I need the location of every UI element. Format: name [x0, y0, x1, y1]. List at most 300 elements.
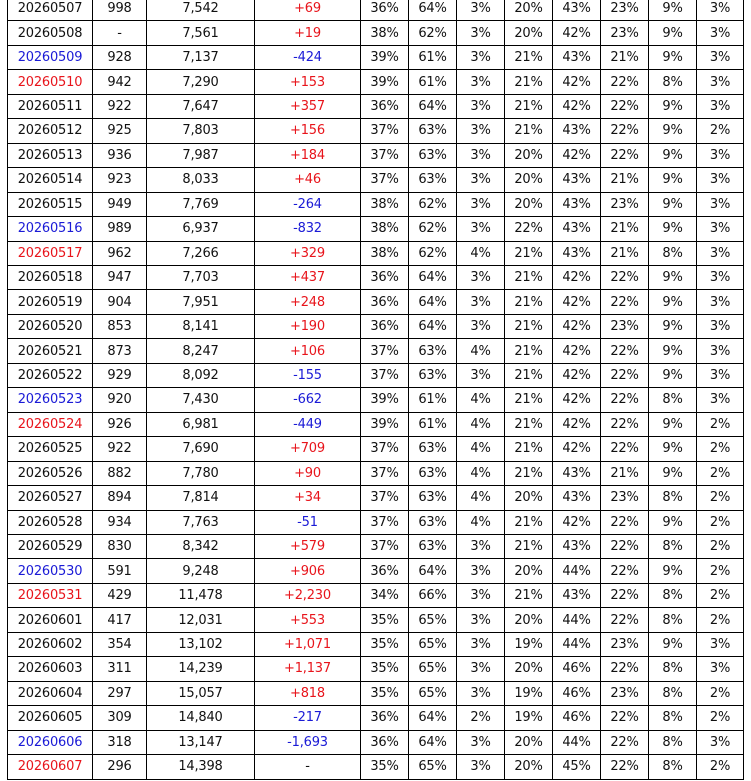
value-cell: 904 — [93, 290, 147, 314]
date-cell: 20260604 — [8, 681, 93, 705]
value-cell: 922 — [93, 437, 147, 461]
percent-cell: 35% — [361, 681, 409, 705]
date-cell: 20260516 — [8, 217, 93, 241]
percent-cell: 21% — [505, 388, 553, 412]
percent-cell: 3% — [457, 314, 505, 338]
percent-cell: 22% — [601, 119, 649, 143]
table-row — [8, 681, 744, 705]
percent-cell: 63% — [409, 168, 457, 192]
table-row — [8, 730, 744, 754]
percent-cell: 22% — [601, 265, 649, 289]
percent-cell: 42% — [553, 143, 601, 167]
percent-cell: 36% — [361, 290, 409, 314]
percent-cell: 21% — [505, 45, 553, 69]
total-cell: 8,141 — [147, 314, 255, 338]
percent-cell: 61% — [409, 45, 457, 69]
percent-cell: 65% — [409, 755, 457, 779]
total-cell: 9,248 — [147, 559, 255, 583]
percent-cell: 22% — [601, 730, 649, 754]
percent-cell: 9% — [649, 461, 697, 485]
percent-cell: 22% — [601, 755, 649, 779]
percent-cell: 35% — [361, 657, 409, 681]
percent-cell: 2% — [697, 510, 744, 534]
percent-cell: 9% — [649, 290, 697, 314]
percent-cell: 3% — [457, 94, 505, 118]
percent-cell: 21% — [601, 461, 649, 485]
percent-cell: 9% — [649, 168, 697, 192]
change-cell: -424 — [255, 45, 361, 69]
percent-cell: 63% — [409, 486, 457, 510]
table-row — [8, 265, 744, 289]
total-cell: 7,769 — [147, 192, 255, 216]
percent-cell: 43% — [553, 45, 601, 69]
value-cell: 998 — [93, 0, 147, 21]
percent-cell: 21% — [505, 461, 553, 485]
percent-cell: 64% — [409, 314, 457, 338]
percent-cell: 43% — [553, 461, 601, 485]
percent-cell: 63% — [409, 534, 457, 558]
percent-cell: 4% — [457, 412, 505, 436]
percent-cell: 3% — [457, 290, 505, 314]
percent-cell: 21% — [505, 583, 553, 607]
percent-cell: 63% — [409, 363, 457, 387]
table-row — [8, 363, 744, 387]
value-cell: 830 — [93, 534, 147, 558]
date-cell: 20260522 — [8, 363, 93, 387]
percent-cell: 23% — [601, 486, 649, 510]
date-cell: 20260512 — [8, 119, 93, 143]
percent-cell: 9% — [649, 363, 697, 387]
percent-cell: 42% — [553, 94, 601, 118]
change-cell: +1,071 — [255, 632, 361, 656]
table-row — [8, 119, 744, 143]
percent-cell: 3% — [457, 217, 505, 241]
percent-cell: 9% — [649, 217, 697, 241]
total-cell: 8,033 — [147, 168, 255, 192]
percent-cell: 20% — [505, 755, 553, 779]
percent-cell: 21% — [505, 265, 553, 289]
table-row — [8, 168, 744, 192]
percent-cell: 21% — [601, 45, 649, 69]
change-cell: +90 — [255, 461, 361, 485]
percent-cell: 4% — [457, 241, 505, 265]
date-cell: 20260513 — [8, 143, 93, 167]
total-cell: 6,981 — [147, 412, 255, 436]
percent-cell: 35% — [361, 632, 409, 656]
value-cell: 934 — [93, 510, 147, 534]
percent-cell: 42% — [553, 339, 601, 363]
percent-cell: 20% — [505, 192, 553, 216]
percent-cell: 3% — [457, 45, 505, 69]
date-cell: 20260509 — [8, 45, 93, 69]
percent-cell: 43% — [553, 168, 601, 192]
percent-cell: 46% — [553, 706, 601, 730]
value-cell: 920 — [93, 388, 147, 412]
percent-cell: 3% — [697, 21, 744, 45]
total-cell: 8,092 — [147, 363, 255, 387]
percent-cell: 8% — [649, 755, 697, 779]
percent-cell: 22% — [601, 143, 649, 167]
change-cell: +153 — [255, 70, 361, 94]
table-row — [8, 290, 744, 314]
percent-cell: 22% — [601, 608, 649, 632]
date-cell: 20260530 — [8, 559, 93, 583]
percent-cell: 42% — [553, 265, 601, 289]
percent-cell: 2% — [697, 534, 744, 558]
percent-cell: 3% — [457, 534, 505, 558]
total-cell: 7,780 — [147, 461, 255, 485]
percent-cell: 9% — [649, 412, 697, 436]
percent-cell: 3% — [457, 265, 505, 289]
percent-cell: 23% — [601, 314, 649, 338]
percent-cell: 38% — [361, 192, 409, 216]
percent-cell: 22% — [601, 94, 649, 118]
percent-cell: 2% — [697, 412, 744, 436]
percent-cell: 36% — [361, 0, 409, 21]
percent-cell: 21% — [505, 241, 553, 265]
percent-cell: 8% — [649, 583, 697, 607]
percent-cell: 19% — [505, 632, 553, 656]
percent-cell: 2% — [697, 706, 744, 730]
table-row — [8, 94, 744, 118]
percent-cell: 4% — [457, 510, 505, 534]
change-cell: +190 — [255, 314, 361, 338]
table-row — [8, 583, 744, 607]
percent-cell: 39% — [361, 388, 409, 412]
table-row — [8, 755, 744, 779]
change-cell: +2,230 — [255, 583, 361, 607]
total-cell: 7,703 — [147, 265, 255, 289]
total-cell: 11,478 — [147, 583, 255, 607]
table-row — [8, 21, 744, 45]
value-cell: 873 — [93, 339, 147, 363]
percent-cell: 2% — [697, 486, 744, 510]
percent-cell: 2% — [697, 583, 744, 607]
value-cell: 354 — [93, 632, 147, 656]
percent-cell: 3% — [697, 94, 744, 118]
percent-cell: 22% — [601, 70, 649, 94]
percent-cell: 63% — [409, 510, 457, 534]
percent-cell: 19% — [505, 706, 553, 730]
percent-cell: 22% — [505, 217, 553, 241]
total-cell: 13,147 — [147, 730, 255, 754]
date-cell: 20260529 — [8, 534, 93, 558]
percent-cell: 43% — [553, 534, 601, 558]
percent-cell: 23% — [601, 0, 649, 21]
percent-cell: 3% — [457, 583, 505, 607]
total-cell: 7,430 — [147, 388, 255, 412]
date-cell: 20260508 — [8, 21, 93, 45]
percent-cell: 3% — [457, 70, 505, 94]
percent-cell: 62% — [409, 192, 457, 216]
date-cell: 20260607 — [8, 755, 93, 779]
percent-cell: 3% — [457, 192, 505, 216]
percent-cell: 20% — [505, 486, 553, 510]
percent-cell: 38% — [361, 21, 409, 45]
change-cell: +709 — [255, 437, 361, 461]
total-cell: 14,239 — [147, 657, 255, 681]
percent-cell: 3% — [457, 632, 505, 656]
percent-cell: 37% — [361, 143, 409, 167]
percent-cell: 8% — [649, 534, 697, 558]
total-cell: 7,561 — [147, 21, 255, 45]
total-cell: 7,137 — [147, 45, 255, 69]
percent-cell: 64% — [409, 706, 457, 730]
date-cell: 20260524 — [8, 412, 93, 436]
change-cell: +69 — [255, 0, 361, 21]
percent-cell: 23% — [601, 192, 649, 216]
percent-cell: 23% — [601, 632, 649, 656]
percent-cell: 21% — [505, 339, 553, 363]
value-cell: 318 — [93, 730, 147, 754]
percent-cell: 20% — [505, 730, 553, 754]
percent-cell: 8% — [649, 388, 697, 412]
table-row — [8, 412, 744, 436]
table-row — [8, 192, 744, 216]
percent-cell: 9% — [649, 45, 697, 69]
total-cell: 7,290 — [147, 70, 255, 94]
total-cell: 14,398 — [147, 755, 255, 779]
date-cell: 20260518 — [8, 265, 93, 289]
percent-cell: 3% — [697, 339, 744, 363]
percent-cell: 20% — [505, 21, 553, 45]
percent-cell: 3% — [697, 290, 744, 314]
change-cell: +906 — [255, 559, 361, 583]
percent-cell: 2% — [697, 119, 744, 143]
total-cell: 8,342 — [147, 534, 255, 558]
change-cell: +553 — [255, 608, 361, 632]
percent-cell: 63% — [409, 143, 457, 167]
change-cell: +34 — [255, 486, 361, 510]
change-cell: +357 — [255, 94, 361, 118]
percent-cell: 2% — [697, 681, 744, 705]
date-cell: 20260526 — [8, 461, 93, 485]
percent-cell: 3% — [457, 755, 505, 779]
percent-cell: 64% — [409, 265, 457, 289]
percent-cell: 61% — [409, 412, 457, 436]
value-cell: 309 — [93, 706, 147, 730]
change-cell: -832 — [255, 217, 361, 241]
percent-cell: 42% — [553, 70, 601, 94]
change-cell: -264 — [255, 192, 361, 216]
data-table — [7, 0, 744, 780]
table-row — [8, 241, 744, 265]
percent-cell: 9% — [649, 510, 697, 534]
percent-cell: 43% — [553, 192, 601, 216]
percent-cell: 4% — [457, 437, 505, 461]
value-cell: 962 — [93, 241, 147, 265]
percent-cell: 42% — [553, 510, 601, 534]
total-cell: 7,542 — [147, 0, 255, 21]
percent-cell: 8% — [649, 706, 697, 730]
percent-cell: 3% — [457, 730, 505, 754]
value-cell: 926 — [93, 412, 147, 436]
total-cell: 14,840 — [147, 706, 255, 730]
percent-cell: 64% — [409, 290, 457, 314]
percent-cell: 42% — [553, 437, 601, 461]
change-cell: -662 — [255, 388, 361, 412]
percent-cell: 3% — [697, 0, 744, 21]
percent-cell: 9% — [649, 559, 697, 583]
change-cell: -1,693 — [255, 730, 361, 754]
percent-cell: 62% — [409, 241, 457, 265]
percent-cell: 8% — [649, 486, 697, 510]
percent-cell: 8% — [649, 70, 697, 94]
percent-cell: 64% — [409, 94, 457, 118]
change-cell: +437 — [255, 265, 361, 289]
total-cell: 7,266 — [147, 241, 255, 265]
total-cell: 7,763 — [147, 510, 255, 534]
percent-cell: 2% — [697, 437, 744, 461]
total-cell: 7,814 — [147, 486, 255, 510]
percent-cell: 22% — [601, 510, 649, 534]
value-cell: 894 — [93, 486, 147, 510]
change-cell: -51 — [255, 510, 361, 534]
change-cell: +46 — [255, 168, 361, 192]
percent-cell: 37% — [361, 437, 409, 461]
table-row — [8, 217, 744, 241]
table-row — [8, 534, 744, 558]
percent-cell: 65% — [409, 681, 457, 705]
percent-cell: 46% — [553, 657, 601, 681]
percent-cell: 3% — [457, 119, 505, 143]
percent-cell: 36% — [361, 314, 409, 338]
percent-cell: 21% — [505, 412, 553, 436]
table-row — [8, 339, 744, 363]
percent-cell: 64% — [409, 559, 457, 583]
percent-cell: 65% — [409, 608, 457, 632]
total-cell: 8,247 — [147, 339, 255, 363]
percent-cell: 22% — [601, 559, 649, 583]
change-cell: +106 — [255, 339, 361, 363]
percent-cell: 38% — [361, 217, 409, 241]
total-cell: 6,937 — [147, 217, 255, 241]
date-cell: 20260602 — [8, 632, 93, 656]
date-cell: 20260528 — [8, 510, 93, 534]
percent-cell: 37% — [361, 510, 409, 534]
value-cell: 429 — [93, 583, 147, 607]
percent-cell: 63% — [409, 437, 457, 461]
change-cell: +248 — [255, 290, 361, 314]
date-cell: 20260603 — [8, 657, 93, 681]
percent-cell: 3% — [697, 314, 744, 338]
percent-cell: 44% — [553, 559, 601, 583]
change-cell: +818 — [255, 681, 361, 705]
percent-cell: 43% — [553, 486, 601, 510]
value-cell: 417 — [93, 608, 147, 632]
table-row — [8, 657, 744, 681]
percent-cell: 20% — [505, 168, 553, 192]
date-cell: 20260531 — [8, 583, 93, 607]
percent-cell: 20% — [505, 0, 553, 21]
change-cell: +184 — [255, 143, 361, 167]
value-cell: 928 — [93, 45, 147, 69]
percent-cell: 39% — [361, 70, 409, 94]
percent-cell: 43% — [553, 583, 601, 607]
value-cell: 929 — [93, 363, 147, 387]
percent-cell: 9% — [649, 119, 697, 143]
value-cell: 297 — [93, 681, 147, 705]
percent-cell: 44% — [553, 608, 601, 632]
percent-cell: 2% — [697, 608, 744, 632]
percent-cell: 35% — [361, 755, 409, 779]
percent-cell: 43% — [553, 0, 601, 21]
percent-cell: 22% — [601, 583, 649, 607]
percent-cell: 37% — [361, 461, 409, 485]
date-cell: 20260517 — [8, 241, 93, 265]
percent-cell: 3% — [697, 168, 744, 192]
value-cell: 591 — [93, 559, 147, 583]
value-cell: 949 — [93, 192, 147, 216]
percent-cell: 3% — [457, 143, 505, 167]
percent-cell: 4% — [457, 339, 505, 363]
percent-cell: 3% — [457, 657, 505, 681]
change-cell: +1,137 — [255, 657, 361, 681]
percent-cell: 9% — [649, 0, 697, 21]
change-cell: -449 — [255, 412, 361, 436]
total-cell: 7,951 — [147, 290, 255, 314]
percent-cell: 21% — [505, 510, 553, 534]
percent-cell: 3% — [457, 168, 505, 192]
percent-cell: 8% — [649, 681, 697, 705]
percent-cell: 37% — [361, 363, 409, 387]
percent-cell: 8% — [649, 241, 697, 265]
change-cell: +156 — [255, 119, 361, 143]
value-cell: 947 — [93, 265, 147, 289]
table-body — [8, 0, 744, 779]
percent-cell: 3% — [697, 657, 744, 681]
percent-cell: 63% — [409, 339, 457, 363]
date-cell: 20260527 — [8, 486, 93, 510]
percent-cell: 61% — [409, 70, 457, 94]
percent-cell: 9% — [649, 339, 697, 363]
percent-cell: 21% — [505, 70, 553, 94]
percent-cell: 45% — [553, 755, 601, 779]
value-cell: - — [93, 21, 147, 45]
percent-cell: 42% — [553, 21, 601, 45]
percent-cell: 44% — [553, 632, 601, 656]
percent-cell: 9% — [649, 265, 697, 289]
date-cell: 20260605 — [8, 706, 93, 730]
percent-cell: 63% — [409, 119, 457, 143]
percent-cell: 42% — [553, 290, 601, 314]
date-cell: 20260510 — [8, 70, 93, 94]
table-row — [8, 706, 744, 730]
total-cell: 7,803 — [147, 119, 255, 143]
value-cell: 853 — [93, 314, 147, 338]
date-cell: 20260515 — [8, 192, 93, 216]
date-cell: 20260601 — [8, 608, 93, 632]
percent-cell: 42% — [553, 314, 601, 338]
percent-cell: 2% — [457, 706, 505, 730]
date-cell: 20260520 — [8, 314, 93, 338]
percent-cell: 3% — [697, 265, 744, 289]
percent-cell: 22% — [601, 412, 649, 436]
table-row — [8, 388, 744, 412]
table-row — [8, 70, 744, 94]
percent-cell: 43% — [553, 119, 601, 143]
total-cell: 7,987 — [147, 143, 255, 167]
percent-cell: 22% — [601, 534, 649, 558]
percent-cell: 8% — [649, 657, 697, 681]
percent-cell: 61% — [409, 388, 457, 412]
date-cell: 20260521 — [8, 339, 93, 363]
percent-cell: 64% — [409, 730, 457, 754]
percent-cell: 44% — [553, 730, 601, 754]
percent-cell: 62% — [409, 217, 457, 241]
table-row — [8, 608, 744, 632]
percent-cell: 22% — [601, 339, 649, 363]
